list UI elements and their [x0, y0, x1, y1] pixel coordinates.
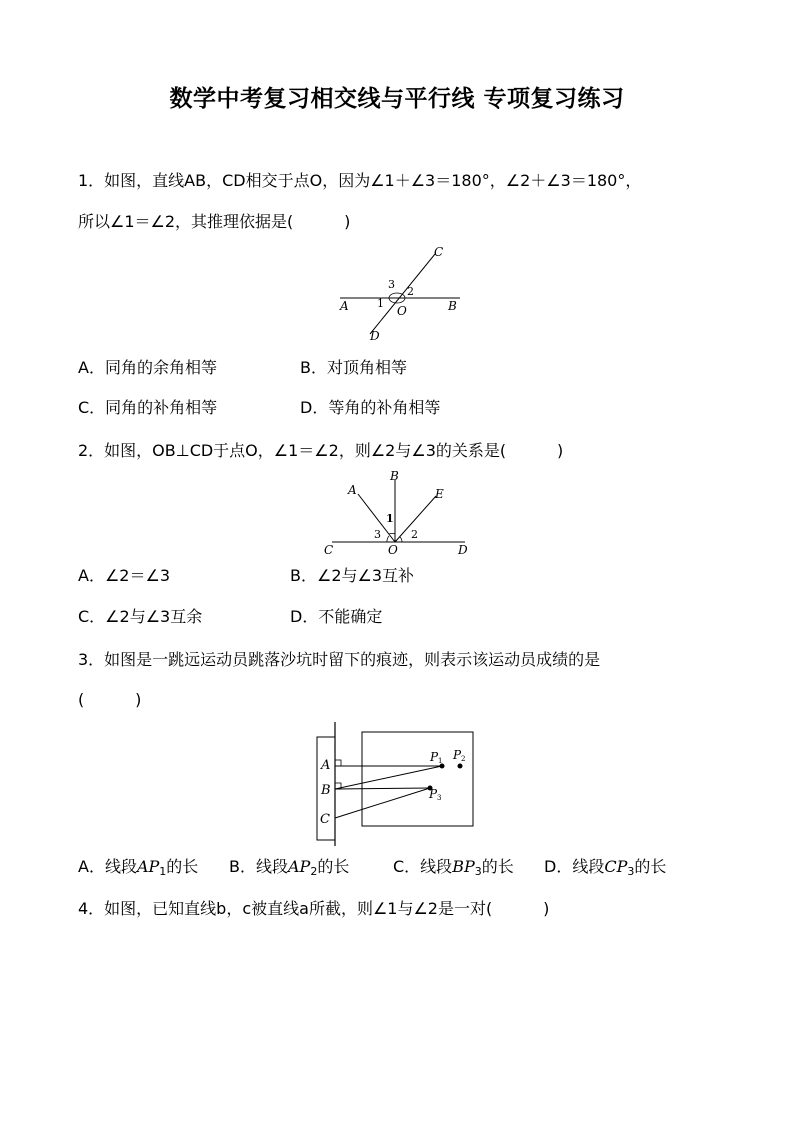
- q2-angle-arc-1: [389, 533, 395, 534]
- q4-text-line-1: 4．如图，已知直线b，c被直线a所截，则∠1与∠2是一对( ): [78, 899, 550, 918]
- q3-option-b-prefix: B．线段: [229, 857, 288, 876]
- q1-label-o: O: [397, 304, 407, 318]
- q3-option-d-sub: 3: [627, 865, 635, 878]
- q3-label-b: B: [321, 783, 331, 798]
- q1-label-d: D: [370, 329, 380, 343]
- q2-label-c: C: [324, 543, 334, 557]
- q2-option-b: B．∠2与∠3互补: [290, 566, 415, 585]
- q1-option-d: D．等角的补角相等: [300, 398, 441, 417]
- q3-text-line-1: 3．如图是一跳远运动员跳落沙坑时留下的痕迹，则表示该运动员成绩的是: [78, 650, 601, 669]
- q3-label-p2: P: [453, 748, 462, 762]
- q3-option-d-suffix: 的长: [634, 857, 667, 876]
- q3-right-angle-a: [335, 760, 341, 766]
- q3-option-d: [544, 856, 666, 878]
- q3-option-a-suffix: 的长: [166, 857, 199, 876]
- q3-label-p2-sub: 2: [461, 755, 466, 763]
- q2-label-a: A: [348, 483, 357, 497]
- q3-option-a-var: AP: [136, 857, 160, 876]
- q1-text-line-2: 所以∠1＝∠2，其推理依据是( ): [78, 212, 351, 231]
- q3-option-c: [393, 856, 514, 878]
- q3-label-p1-sub: 1: [438, 757, 443, 765]
- q1-angle-3-label: 3: [388, 278, 395, 291]
- q2-label-o: O: [388, 543, 398, 557]
- q3-option-d-prefix: D．线段: [544, 857, 605, 876]
- q1-label-c: C: [434, 245, 444, 259]
- q3-option-a: [78, 856, 198, 878]
- q3-option-b: [229, 856, 349, 878]
- q2-angle-3-label: 3: [374, 528, 381, 541]
- q2-angle-2-label: 2: [411, 528, 418, 541]
- q1-angle-1-label: 1: [377, 297, 384, 310]
- q3-option-b-sub: 2: [310, 865, 318, 878]
- q2-option-d: D．不能确定: [290, 607, 383, 626]
- q2-label-e: E: [435, 487, 444, 501]
- q3-label-a: A: [321, 758, 331, 773]
- q3-option-c-prefix: C．线段: [393, 857, 453, 876]
- q3-text-line-2: ( ): [78, 690, 142, 709]
- q3-segment-bp1: [335, 766, 442, 789]
- q3-label-c: C: [320, 812, 330, 827]
- q2-figure: [320, 466, 480, 560]
- page-title: 数学中考复习相交线与平行线 专项复习练习: [169, 85, 625, 112]
- q3-option-d-var: CP: [604, 857, 628, 876]
- q3-option-c-suffix: 的长: [481, 857, 514, 876]
- q1-figure: [330, 244, 470, 344]
- q3-figure: [310, 722, 480, 846]
- q3-option-b-suffix: 的长: [317, 857, 350, 876]
- q2-label-d: D: [458, 543, 468, 557]
- q3-option-a-sub: 1: [159, 865, 167, 878]
- q1-label-a: A: [340, 299, 349, 313]
- q2-text-line-1: 2．如图，OB⊥CD于点O，∠1＝∠2，则∠2与∠3的关系是( ): [78, 441, 564, 460]
- q1-text-line-1: 1．如图，直线AB，CD相交于点O，因为∠1＋∠3＝180°，∠2＋∠3＝180°，: [78, 171, 642, 190]
- q2-label-b: B: [390, 469, 399, 483]
- q3-option-c-sub: 3: [474, 865, 482, 878]
- q1-angle-2-label: 2: [407, 285, 414, 298]
- q2-angle-arc-3: [387, 536, 389, 542]
- q3-label-p1: P: [430, 750, 439, 764]
- q1-option-a: A．同角的余角相等: [78, 358, 217, 377]
- q3-segment-cp3: [335, 788, 430, 818]
- q3-option-c-var: BP: [452, 857, 475, 876]
- q3-segment-bp3: [335, 788, 430, 789]
- q3-sand-pit: [362, 732, 473, 826]
- q3-option-a-prefix: A．线段: [78, 857, 137, 876]
- q2-option-c: C．∠2与∠3互余: [78, 607, 203, 626]
- q3-label-p3: P: [429, 787, 438, 801]
- q2-option-a: A．∠2＝∠3: [78, 566, 170, 585]
- q2-angle-arc-2: [400, 537, 402, 542]
- q3-option-b-var: AP: [287, 857, 311, 876]
- q3-label-p3-sub: 3: [437, 794, 442, 802]
- q1-label-b: B: [448, 299, 457, 313]
- q2-angle-1-label: 1: [386, 512, 394, 525]
- q3-point-p2: [458, 764, 463, 769]
- q1-option-c: C．同角的补角相等: [78, 398, 218, 417]
- q1-option-b: B．对顶角相等: [300, 358, 407, 377]
